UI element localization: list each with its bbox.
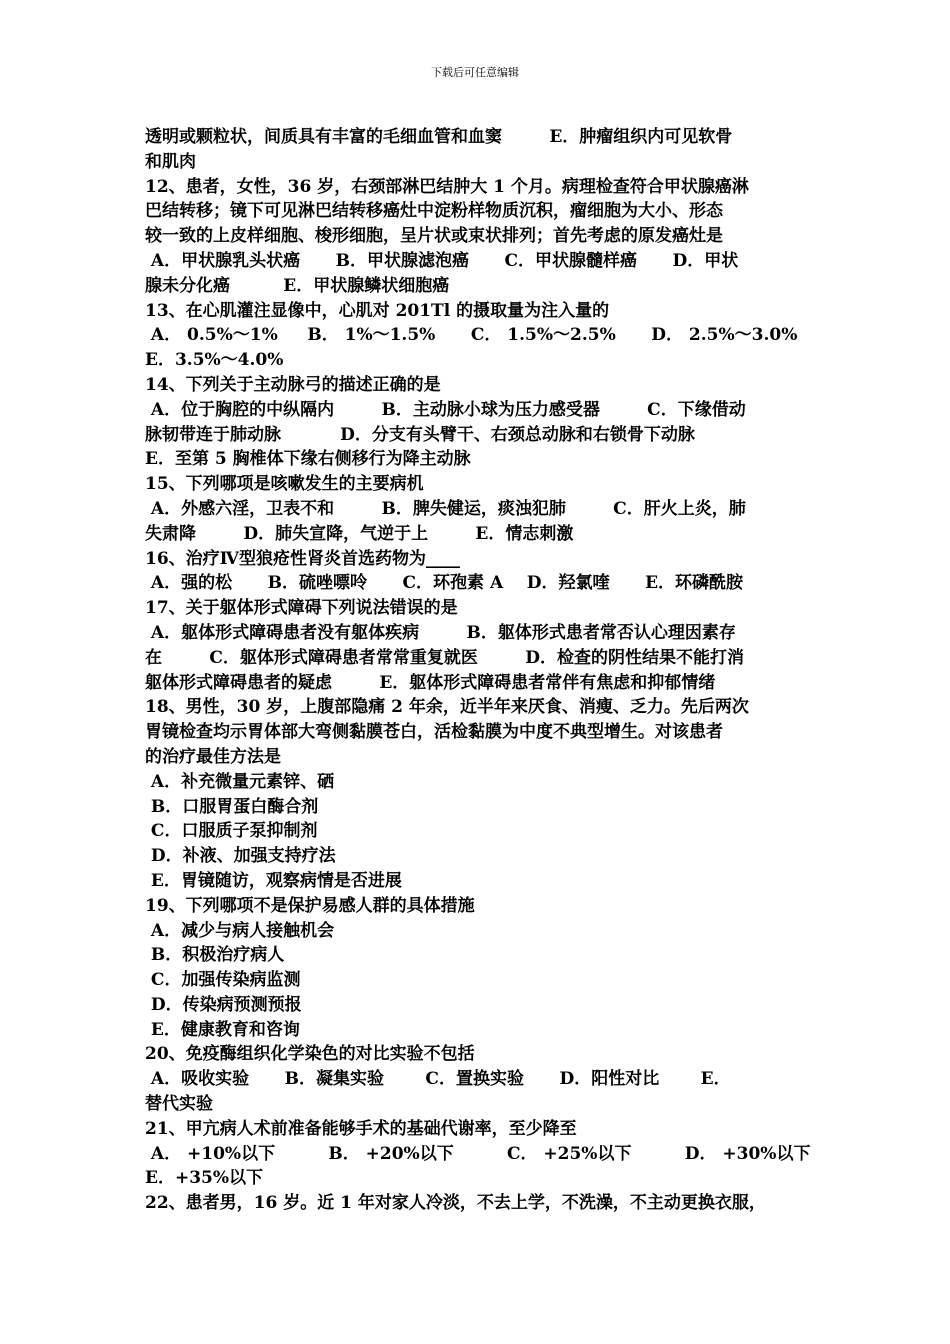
- text-line: 在 C．躯体形式障碍患者常常重复就医 D．检查的阴性结果不能打消: [145, 647, 744, 668]
- text-line: A．躯体形式障碍患者没有躯体疾病 B．躯体形式患者常否认心理因素存: [145, 622, 736, 643]
- text-line: E．健康教育和咨询: [145, 1019, 300, 1040]
- text-line: A．吸收实验 B．凝集实验 C．置换实验 D．阳性对比 E．: [145, 1069, 731, 1090]
- text-line: 16、治疗Ⅳ型狼疮性肾炎首选药物为____: [145, 548, 460, 569]
- text-line: 17、关于躯体形式障碍下列说法错误的是: [145, 598, 458, 619]
- text-line: E．+35%以下: [145, 1168, 264, 1189]
- text-line: A． 0.5%～1% B． 1%～1.5% C． 1.5%～2.5% D． 2.5%～3.0%: [145, 325, 798, 346]
- text-line: 20、免疫酶组织化学染色的对比实验不包括: [145, 1044, 475, 1065]
- text-line: 的治疗最佳方法是: [145, 746, 281, 767]
- text-line: 脉韧带连于肺动脉 D．分支有头臂干、右颈总动脉和右锁骨下动脉: [145, 424, 695, 445]
- text-line: 15、下列哪项是咳嗽发生的主要病机: [145, 474, 424, 495]
- text-line: 躯体形式障碍患者的疑虑 E．躯体形式障碍患者常伴有焦虑和抑郁情绪: [145, 672, 716, 693]
- text-line: 胃镜检查均示胃体部大弯侧黏膜苍白，活检黏膜为中度不典型增生。对该患者: [145, 722, 723, 743]
- text-line: A．外感六淫，卫表不和 B．脾失健运，痰浊犯肺 C．肝火上炎，肺: [145, 498, 746, 519]
- text-line: E．胃镜随访，观察病情是否进展: [145, 870, 402, 891]
- text-line: 13、在心肌灌注显像中，心肌对 201Tl 的摄取量为注入量的: [145, 300, 610, 321]
- text-line: 22、患者男，16 岁。近 1 年对家人冷淡，不去上学，不洗澡，不主动更换衣服，: [145, 1193, 766, 1214]
- text-line: A．补充微量元素锌、硒: [145, 771, 335, 792]
- text-line: 失肃降 D．肺失宣降，气逆于上 E．情志刺激: [145, 523, 574, 544]
- page-header: 下载后可任意编辑: [431, 66, 519, 79]
- text-line: D．补液、加强支持疗法: [145, 846, 336, 867]
- text-line: A．减少与病人接触机会: [145, 920, 335, 941]
- text-line: 巴结转移；镜下可见淋巴结转移癌灶中淀粉样物质沉积，瘤细胞为大小、形态: [145, 201, 723, 222]
- text-line: 替代实验: [145, 1094, 213, 1115]
- text-line: A． +10%以下 B． +20%以下 C． +25%以下 D． +30%以下: [145, 1143, 811, 1164]
- text-line: 和肌肉: [145, 151, 196, 172]
- text-line: B．口服胃蛋白酶合剂: [145, 796, 319, 817]
- text-line: 12、患者，女性，36 岁，右颈部淋巴结肿大 1 个月。病理检查符合甲状腺癌淋: [145, 176, 749, 197]
- text-line: E．3.5%～4.0%: [145, 350, 284, 371]
- text-line: 腺未分化癌 E．甲状腺鳞状细胞癌: [145, 275, 450, 296]
- text-line: A．强的松 B．硫唑嘌呤 C．环孢素 A D．羟氯喹 E．环磷酰胺: [145, 573, 744, 594]
- text-line: E．至第 5 胸椎体下缘右侧移行为降主动脉: [145, 449, 471, 470]
- text-line: A．甲状腺乳头状癌 B．甲状腺滤泡癌 C．甲状腺髓样癌 D．甲状: [145, 250, 739, 271]
- text-line: 19、下列哪项不是保护易感人群的具体措施: [145, 895, 475, 916]
- text-line: A．位于胸腔的中纵隔内 B．主动脉小球为压力感受器 C．下缘借动: [145, 399, 746, 420]
- text-line: 18、男性，30 岁，上腹部隐痛 2 年余，近半年来厌食、消瘦、乏力。先后两次: [145, 697, 749, 718]
- text-line: 14、下列关于主动脉弓的描述正确的是: [145, 374, 441, 395]
- text-line: D．传染病预测预报: [145, 994, 302, 1015]
- text-line: 21、甲亢病人术前准备能够手术的基础代谢率，至少降至: [145, 1118, 577, 1139]
- document-body: [145, 125, 825, 1216]
- text-line: 较一致的上皮样细胞、梭形细胞，呈片状或束状排列；首先考虑的原发癌灶是: [145, 226, 723, 247]
- text-line: 透明或颗粒状，间质具有丰富的毛细血管和血窦 E．肿瘤组织内可见软骨: [145, 127, 733, 147]
- text-line: C．加强传染病监测: [145, 970, 301, 991]
- text-line: C．口服质子泵抑制剂: [145, 821, 318, 842]
- text-line: B．积极治疗病人: [145, 945, 285, 966]
